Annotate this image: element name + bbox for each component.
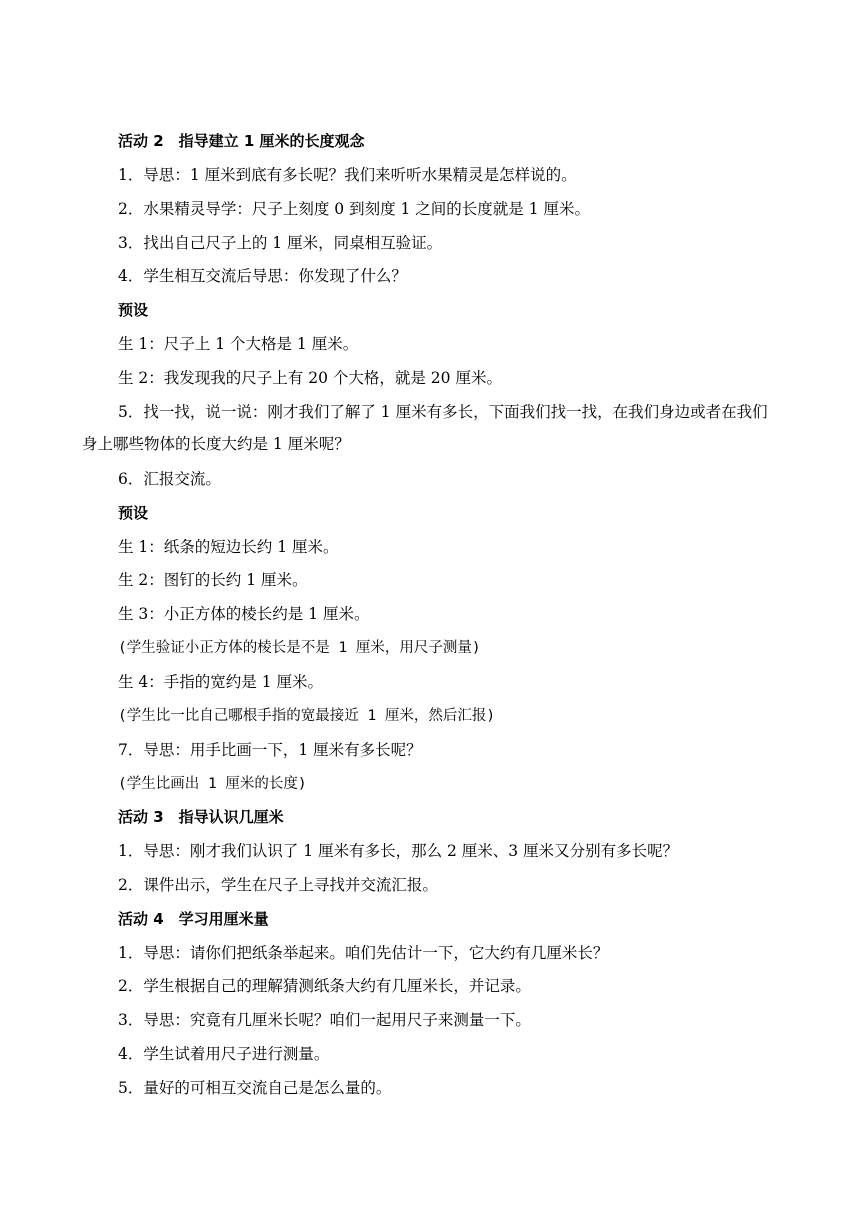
preset-1-answer-2: 生 2：我发现我的尺子上有 20 个大格，就是 20 厘米。: [118, 369, 502, 387]
note-gesture-1cm: (学生比画出 1 厘米的长度): [118, 776, 307, 792]
activity-2-step-5: 5．找一找，说一说：刚才我们了解了 1 厘米有多长，下面我们找一找，在我们身边或者在我们身上哪些物体的长度大约是 1 厘米呢？: [82, 403, 768, 453]
preset-label-2: 预设: [118, 504, 149, 522]
preset-2-answer-4: 生 4：手指的宽约是 1 厘米。: [118, 673, 324, 691]
activity-4-step-1: 1．导思：请你们把纸条举起来。咱们先估计一下，它大约有几厘米长？: [118, 944, 609, 962]
activity-4-heading: 活动 4 学习用厘米量: [118, 910, 269, 928]
activity-4-step-4: 4．学生试着用尺子进行测量。: [118, 1045, 330, 1063]
activity-2-heading: 活动 2 指导建立 1 厘米的长度观念: [118, 132, 365, 150]
activity-2-step-3: 3．找出自己尺子上的 1 厘米，同桌相互验证。: [118, 234, 443, 252]
note-compare-fingers: (学生比一比自己哪根手指的宽最接近 1 厘米，然后汇报): [118, 708, 496, 724]
activity-2-step-1: 1．导思：1 厘米到底有多长呢？我们来听听水果精灵是怎样说的。: [118, 166, 577, 184]
activity-4-step-2: 2．学生根据自己的理解猜测纸条大约有几厘米长，并记录。: [118, 977, 531, 995]
activity-3-heading: 活动 3 指导认识几厘米: [118, 808, 284, 826]
activity-2-step-4: 4．学生相互交流后导思：你发现了什么？: [118, 267, 407, 285]
activity-2-step-7: 7．导思：用手比画一下，1 厘米有多长呢？: [118, 741, 422, 759]
preset-1-answer-1: 生 1：尺子上 1 个大格是 1 厘米。: [118, 335, 359, 353]
preset-2-answer-2: 生 2：图钉的长约 1 厘米。: [118, 571, 308, 589]
activity-2-step-6: 6．汇报交流。: [118, 470, 221, 488]
note-verify-cube: (学生验证小正方体的棱长是不是 1 厘米，用尺子测量): [118, 640, 481, 656]
preset-label-1: 预设: [118, 301, 149, 319]
preset-2-answer-1: 生 1：纸条的短边长约 1 厘米。: [118, 538, 339, 556]
preset-2-answer-3: 生 3：小正方体的棱长约是 1 厘米。: [118, 605, 370, 623]
activity-3-step-2: 2．课件出示，学生在尺子上寻找并交流汇报。: [118, 876, 438, 894]
activity-3-step-1: 1．导思：刚才我们认识了 1 厘米有多长，那么 2 厘米、3 厘米又分别有多长呢？: [118, 842, 679, 860]
activity-2-step-2: 2．水果精灵导学：尺子上刻度 0 到刻度 1 之间的长度就是 1 厘米。: [118, 200, 591, 218]
activity-4-step-3: 3．导思：究竟有几厘米长呢？咱们一起用尺子来测量一下。: [118, 1011, 531, 1029]
activity-4-step-5: 5．量好的可相互交流自己是怎么量的。: [118, 1079, 392, 1097]
